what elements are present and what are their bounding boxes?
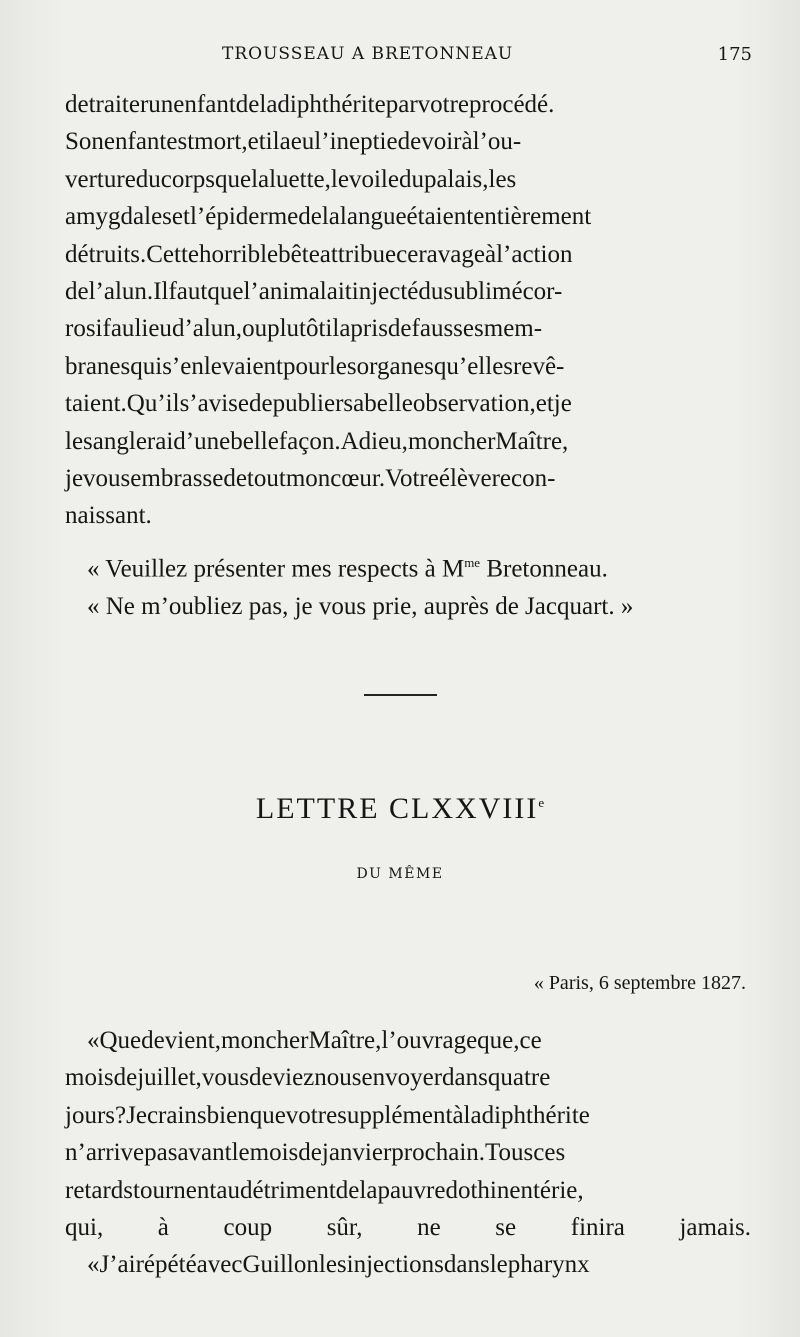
word: la bbox=[321, 203, 340, 231]
text-line bbox=[65, 1172, 751, 1209]
word: les bbox=[328, 352, 357, 380]
word: la bbox=[251, 165, 270, 193]
word: voile bbox=[348, 165, 399, 193]
postscript-respects-before: « Veuillez présenter mes respects à M bbox=[87, 555, 465, 583]
word: du bbox=[398, 165, 424, 193]
word: vous bbox=[83, 465, 131, 493]
text-line bbox=[65, 310, 751, 347]
word: de bbox=[397, 128, 422, 156]
word: diphthérite bbox=[277, 91, 386, 118]
word: recon- bbox=[491, 465, 556, 493]
word: horrible bbox=[199, 240, 279, 268]
text-line bbox=[65, 1246, 751, 1283]
word: verture bbox=[65, 165, 136, 193]
text-line bbox=[65, 1059, 751, 1096]
word: de bbox=[248, 390, 273, 418]
word: jours? bbox=[65, 1101, 127, 1129]
word: mem- bbox=[483, 315, 543, 343]
word: la bbox=[259, 91, 278, 118]
word: que bbox=[249, 1101, 286, 1129]
word: l’animal bbox=[243, 278, 327, 306]
word: quatre bbox=[487, 1064, 551, 1092]
word: belle bbox=[230, 427, 279, 455]
text-line bbox=[65, 161, 751, 198]
word: enfant bbox=[173, 91, 236, 118]
word: s’avise bbox=[179, 390, 249, 418]
word: cœur. bbox=[330, 465, 386, 493]
word: « bbox=[87, 1027, 100, 1054]
word: taient. bbox=[65, 390, 127, 418]
running-head: TROUSSEAU A BRETONNEAU bbox=[222, 44, 514, 64]
word: votre bbox=[285, 1101, 338, 1129]
word: faut bbox=[168, 278, 208, 306]
letter-body bbox=[65, 1022, 751, 1284]
word: vous bbox=[201, 1064, 250, 1092]
word: je bbox=[65, 465, 84, 493]
word: détruits. bbox=[65, 240, 147, 268]
word: mois bbox=[65, 1064, 114, 1092]
word: à bbox=[484, 240, 497, 268]
word: le bbox=[65, 427, 84, 455]
word: à bbox=[461, 128, 473, 156]
word: publier bbox=[272, 390, 344, 418]
word: de bbox=[223, 465, 247, 493]
word: devient, bbox=[141, 1027, 221, 1054]
word: que, bbox=[477, 1027, 520, 1054]
letter-title-sup: e bbox=[538, 795, 545, 810]
word: que bbox=[207, 278, 244, 306]
word: plutôt bbox=[267, 315, 326, 343]
word: pris bbox=[350, 315, 388, 343]
word: le bbox=[231, 1139, 250, 1167]
word: l’ou- bbox=[472, 128, 522, 156]
word: de bbox=[65, 278, 89, 306]
word: ce bbox=[519, 1027, 542, 1054]
word: étaient bbox=[406, 203, 474, 231]
word: ces bbox=[533, 1139, 566, 1167]
letter-title bbox=[0, 792, 800, 826]
word: palais, bbox=[423, 165, 489, 193]
word: ait bbox=[326, 278, 352, 306]
word: le bbox=[330, 165, 349, 193]
text-line bbox=[65, 1097, 751, 1134]
word: il bbox=[265, 128, 280, 156]
text-line bbox=[65, 236, 751, 273]
word: entièrement bbox=[473, 203, 592, 231]
word: crains bbox=[146, 1101, 207, 1129]
word: le bbox=[489, 1251, 508, 1279]
word: amygdales bbox=[65, 203, 172, 231]
word: détriment bbox=[239, 1176, 336, 1204]
word: pas bbox=[144, 1139, 178, 1167]
text-line bbox=[65, 86, 751, 123]
word: bête bbox=[278, 240, 320, 268]
word: Cette bbox=[146, 240, 200, 268]
word: et bbox=[535, 390, 554, 418]
paragraph-continued bbox=[65, 86, 751, 535]
word: Guillon bbox=[242, 1251, 319, 1279]
word: deviez bbox=[249, 1064, 315, 1092]
word: élève bbox=[438, 465, 492, 493]
word: de bbox=[298, 1139, 322, 1167]
word: d’une bbox=[173, 427, 231, 455]
word: il bbox=[325, 315, 340, 343]
word: procédé. bbox=[469, 91, 555, 118]
word: s’enlevaient bbox=[162, 352, 283, 380]
word: l’ouvrage bbox=[381, 1027, 478, 1054]
word: Tous bbox=[485, 1139, 534, 1167]
word: ce bbox=[396, 240, 419, 268]
word: fausses bbox=[411, 315, 484, 343]
word: luette, bbox=[269, 165, 331, 193]
word: revê- bbox=[513, 352, 565, 380]
word: sanglerai bbox=[83, 427, 174, 455]
word: avant bbox=[177, 1139, 232, 1167]
word: à bbox=[452, 1101, 464, 1129]
word: bien bbox=[206, 1101, 250, 1129]
postscript-block bbox=[65, 544, 751, 625]
word: retards bbox=[65, 1176, 134, 1204]
word: l’alun. bbox=[88, 278, 154, 306]
text-line bbox=[65, 273, 751, 310]
letter-dateline: « Paris, 6 septembre 1827. bbox=[533, 972, 746, 994]
word: juillet, bbox=[137, 1064, 202, 1092]
text-line bbox=[65, 1134, 751, 1171]
word: diphthérite bbox=[481, 1101, 590, 1129]
word: eu bbox=[290, 128, 315, 156]
word: l’épiderme bbox=[189, 203, 299, 231]
word: qui bbox=[130, 352, 163, 380]
word: organes bbox=[356, 352, 434, 380]
text-line: qui, à coup sûr, ne se finira jamais. bbox=[65, 1214, 751, 1242]
word: de bbox=[387, 315, 412, 343]
word: de bbox=[298, 203, 322, 231]
word: de bbox=[65, 91, 89, 118]
text-line bbox=[65, 198, 751, 235]
word: cor- bbox=[522, 278, 563, 306]
word: prochain. bbox=[391, 1139, 486, 1167]
postscript-jacquart: « Ne m’oubliez pas, je vous prie, auprès de Jacquart. » bbox=[87, 592, 634, 620]
word: dothinentérie, bbox=[445, 1176, 584, 1204]
word: Adieu, bbox=[340, 427, 408, 455]
word: la bbox=[463, 1101, 482, 1129]
postscript-respects bbox=[65, 544, 751, 588]
word: que bbox=[214, 165, 252, 193]
word: les bbox=[318, 1251, 347, 1279]
text-line bbox=[65, 460, 751, 497]
word: tout bbox=[246, 465, 286, 493]
word: belle bbox=[364, 390, 413, 418]
word: Que bbox=[99, 1027, 142, 1054]
word: voir bbox=[421, 128, 462, 156]
word: tournent bbox=[133, 1176, 217, 1204]
word: Je bbox=[126, 1101, 147, 1129]
word: est bbox=[166, 128, 195, 156]
word: Votre bbox=[385, 465, 439, 493]
word: dans bbox=[442, 1064, 488, 1092]
word: a bbox=[339, 315, 351, 343]
word: et bbox=[247, 128, 266, 156]
section-divider bbox=[364, 694, 437, 696]
word: pour bbox=[282, 352, 329, 380]
word: embrasse bbox=[130, 465, 224, 493]
word: a bbox=[279, 128, 291, 156]
word: supplément bbox=[337, 1101, 453, 1129]
word: rosif bbox=[65, 315, 111, 343]
word: au bbox=[110, 315, 135, 343]
word: mon bbox=[285, 465, 331, 493]
text-line bbox=[65, 1022, 751, 1059]
word: envoyer bbox=[361, 1064, 443, 1092]
word: pauvre bbox=[377, 1176, 446, 1204]
word: attribue bbox=[319, 240, 397, 268]
word: janvier bbox=[321, 1139, 392, 1167]
word: et bbox=[171, 203, 190, 231]
word: pharynx bbox=[507, 1251, 590, 1279]
word: la bbox=[359, 1176, 378, 1204]
word: Maître, bbox=[495, 427, 569, 455]
word: mort, bbox=[194, 128, 248, 156]
word: au bbox=[216, 1176, 240, 1204]
text-line bbox=[65, 123, 751, 160]
word: avec bbox=[196, 1251, 243, 1279]
word: « bbox=[87, 1251, 100, 1279]
text-line bbox=[65, 385, 751, 422]
word: ravage bbox=[418, 240, 485, 268]
word: les bbox=[488, 165, 517, 193]
word: par bbox=[385, 91, 418, 118]
text-line bbox=[65, 423, 751, 460]
word: Son bbox=[65, 128, 104, 156]
word: l’ineptie bbox=[314, 128, 398, 156]
word: dans bbox=[443, 1251, 490, 1279]
word: sublimé bbox=[443, 278, 523, 306]
word: mois bbox=[249, 1139, 299, 1167]
madame-abbrev-sup: me bbox=[464, 555, 481, 570]
text-line: naissant. bbox=[65, 502, 152, 530]
page-number: 175 bbox=[717, 44, 752, 65]
word: mon bbox=[407, 427, 453, 455]
word: votre bbox=[417, 91, 470, 118]
word: ou bbox=[242, 315, 268, 343]
word: d’alun, bbox=[171, 315, 243, 343]
text-line bbox=[65, 348, 751, 385]
word: répété bbox=[135, 1251, 197, 1279]
word: langue bbox=[339, 203, 407, 231]
postscript-respects-after: Bretonneau. bbox=[480, 555, 608, 583]
word: nous bbox=[314, 1064, 362, 1092]
word: cher bbox=[265, 1027, 309, 1054]
word: branes bbox=[65, 352, 131, 380]
word: façon. bbox=[278, 427, 341, 455]
word: du bbox=[135, 165, 161, 193]
word: J’ai bbox=[99, 1251, 136, 1279]
word: de bbox=[335, 1176, 360, 1204]
word: de bbox=[113, 1064, 138, 1092]
word: de bbox=[235, 91, 260, 118]
word: sa bbox=[343, 390, 365, 418]
letter-title-text: LETTRE CLXXVIII bbox=[255, 792, 539, 825]
word: lieu bbox=[134, 315, 172, 343]
word: Qu’il bbox=[126, 390, 180, 418]
word: un bbox=[148, 91, 174, 118]
letter-subtitle: DU MÊME bbox=[356, 866, 444, 882]
word: Maître, bbox=[308, 1027, 382, 1054]
word: qu’elles bbox=[433, 352, 514, 380]
word: du bbox=[418, 278, 444, 306]
word: je bbox=[553, 390, 572, 418]
word: cher bbox=[452, 427, 496, 455]
word: Il bbox=[153, 278, 169, 306]
word: enfant bbox=[103, 128, 167, 156]
word: corps bbox=[160, 165, 215, 193]
word: mon bbox=[221, 1027, 266, 1054]
word: injections bbox=[346, 1251, 444, 1279]
word: injecté bbox=[351, 278, 419, 306]
word: n’arrive bbox=[65, 1139, 145, 1167]
word: observation, bbox=[412, 390, 536, 418]
word: l’action bbox=[496, 240, 573, 268]
word: traiter bbox=[88, 91, 149, 118]
